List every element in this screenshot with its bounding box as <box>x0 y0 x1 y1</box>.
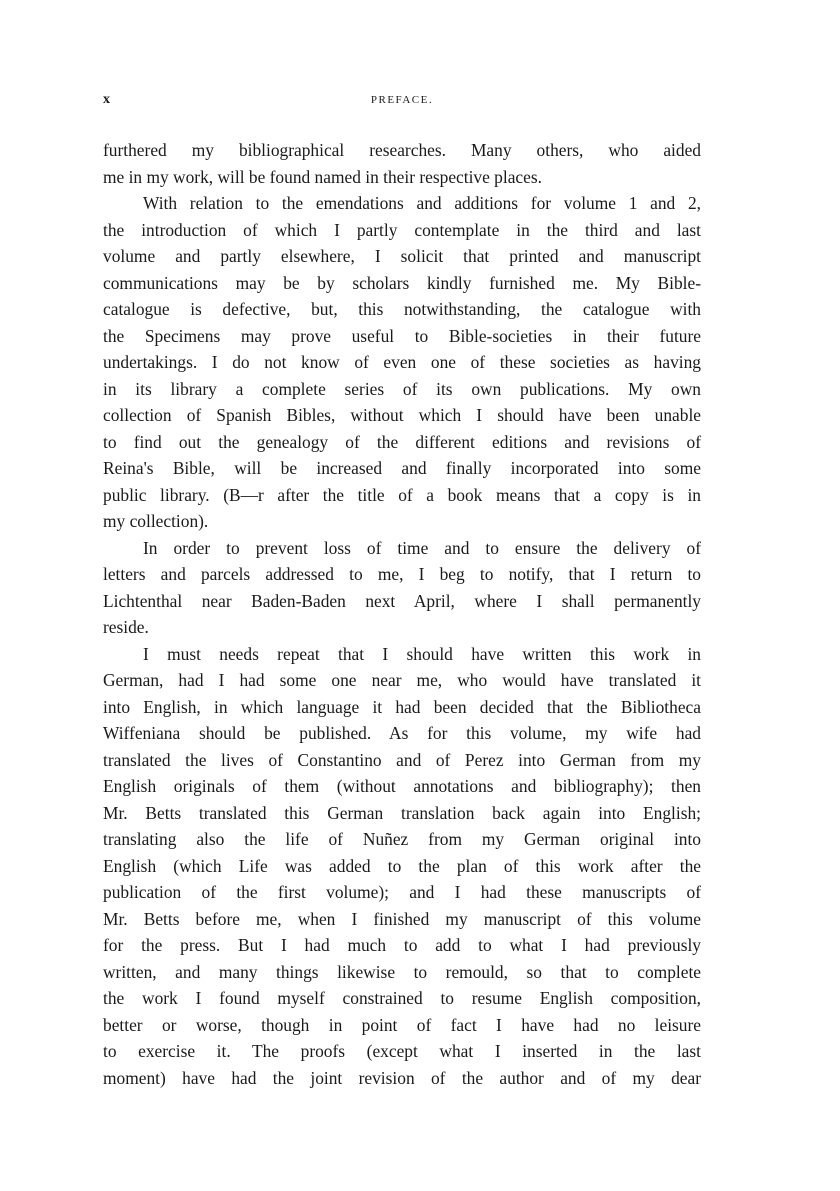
paragraph-2-line-11: Reina's Bible, will be increased and finally incorporated into some <box>103 458 701 478</box>
paragraph-2-line-1: With relation to the emendations and additions for volume 1 and 2, <box>143 193 701 213</box>
paragraph-3-line-3: Lichtenthal near Baden-Baden next April, where I shall permanently <box>103 590 701 611</box>
paragraph-2-line-7: undertakings. I do not know of even one of these societies as having <box>103 352 701 372</box>
paragraph-4-line-5: translated the lives of Constantino and of Perez into German from my <box>103 749 701 770</box>
paragraph-3-line-4: reside. <box>103 617 149 637</box>
paragraph-2-line-9: collection of Spanish Bibles, without which I should have been unable <box>103 405 701 425</box>
paragraph-4-line-6: English originals of them (without annotations and bibliography); then <box>103 776 701 796</box>
page-number: x <box>103 92 110 107</box>
paragraph-2-line-12: public library. (B—r after the title of a book means that a copy is in <box>103 484 701 505</box>
paragraph-4-line-11: Mr. Betts before me, when I finished my manuscript of this volume <box>103 908 701 929</box>
running-head: PREFACE. <box>370 94 434 106</box>
body-text <box>103 137 701 1091</box>
paragraph-4-line-14: the work I found myself constrained to resume English composition, <box>103 988 701 1008</box>
paragraph-4-line-2: German, had I had some one near me, who would have translated it <box>103 670 701 690</box>
paragraph-4-line-12: for the press. But I had much to add to what I had previously <box>103 935 701 955</box>
paragraph-4-line-3: into English, in which language it had been decided that the Bibliotheca <box>103 696 701 717</box>
paragraph-4-line-7: Mr. Betts translated this German translation back again into English; <box>103 802 701 823</box>
paragraph-1-line-2: me in my work, will be found named in their respective places. <box>103 166 542 187</box>
paragraph-2-line-6: the Specimens may prove useful to Bible-societies in their future <box>103 325 701 346</box>
paragraph-4-line-17: moment) have had the joint revision of the author and of my dear <box>103 1067 701 1088</box>
paragraph-2-line-10: to find out the genealogy of the different editions and revisions of <box>103 431 701 452</box>
paragraph-4-line-13: written, and many things likewise to remould, so that to complete <box>103 961 701 982</box>
paragraph-4-line-8: translating also the life of Nuñez from my German original into <box>103 829 701 849</box>
paragraph-4-line-1: I must needs repeat that I should have written this work in <box>143 643 701 664</box>
paragraph-4-line-9: English (which Life was added to the plan of this work after the <box>103 855 701 876</box>
paragraph-1-line-1: furthered my bibliographical researches. Many others, who aided <box>103 140 701 160</box>
paragraph-4-line-16: to exercise it. The proofs (except what I inserted in the last <box>103 1041 701 1061</box>
paragraph-2-line-2: the introduction of which I partly contemplate in the third and last <box>103 219 701 240</box>
paragraph-3-line-2: letters and parcels addressed to me, I beg to notify, that I return to <box>103 564 701 584</box>
paragraph-4-line-15: better or worse, though in point of fact I have had no leisure <box>103 1014 701 1035</box>
paragraph-2-line-8: in its library a complete series of its own publications. My own <box>103 378 701 399</box>
paragraph-3-line-1: In order to prevent loss of time and to ensure the delivery of <box>143 537 701 558</box>
paragraph-2-line-4: communications may be by scholars kindly furnished me. My Bible- <box>103 272 701 293</box>
paragraph-4-line-10: publication of the first volume); and I had these manuscripts of <box>103 882 701 902</box>
paragraph-2-line-5: catalogue is defective, but, this notwithstanding, the catalogue with <box>103 299 701 319</box>
paragraph-2-line-3: volume and partly elsewhere, I solicit that printed and manuscript <box>103 246 701 266</box>
paragraph-4-line-4: Wiffeniana should be published. As for this volume, my wife had <box>103 723 701 743</box>
page-header <box>103 92 701 112</box>
paragraph-2-line-13: my collection). <box>103 511 209 531</box>
